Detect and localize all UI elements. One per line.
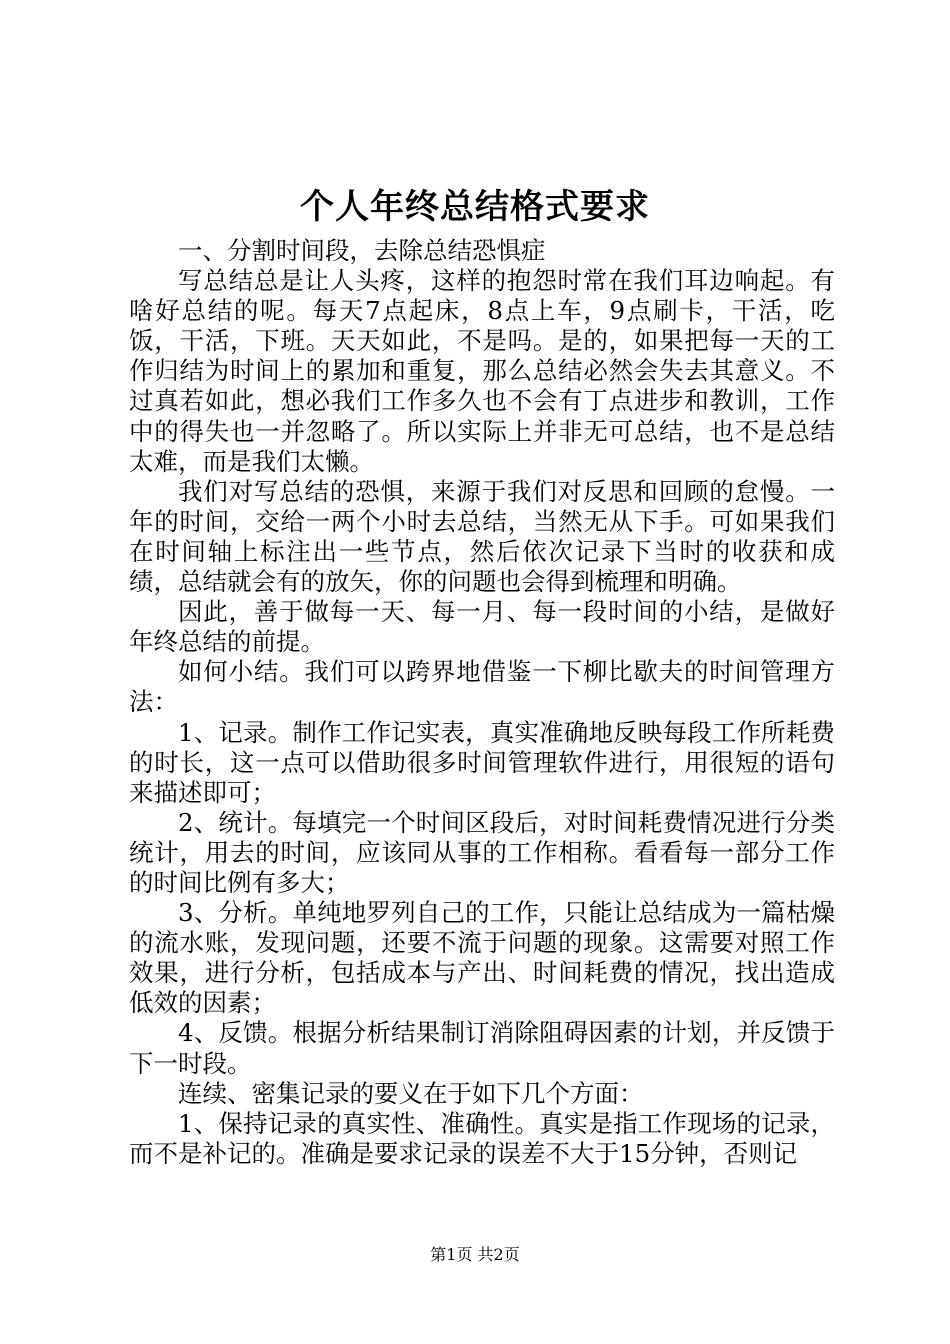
list-item: 3、分析。单纯地罗列自己的工作，只能让总结成为一篇枯燥的流水账，发现问题，还要不流于问题的现象。这需要对照工作效果，进行分析，包括成本与产出、时间耗费的情况，找出造成低效的因素； <box>129 898 835 1018</box>
paragraph: 连续、密集记录的要义在于如下几个方面： <box>178 1078 644 1108</box>
paragraph: 我们对写总结的恐惧，来源于我们对反思和回顾的怠慢。一年的时间，交给一两个小时去总结，当然无从下手。可如果我们在时间轴上标注出一些节点，然后依次记录下当时的收获和成绩，总结就会有的放矢，你的问题也会得到梳理和明确。 <box>129 476 835 597</box>
paragraph: 如何小结。我们可以跨界地借鉴一下柳比歇夫的时间管理方法： <box>129 657 835 717</box>
list-item: 1、记录。制作工作记实表，真实准确地反映每段工作所耗费的时长，这一点可以借助很多时间管理软件进行，用很短的语句来描述即可； <box>129 717 835 807</box>
page-number-footer: 第1页 共2页 <box>430 1245 520 1264</box>
list-item: 4、反馈。根据分析结果制订消除阻碍因素的计划，并反馈于下一时段。 <box>129 1018 835 1078</box>
list-item: 1、保持记录的真实性、准确性。真实是指工作现场的记录，而不是补记的。准确是要求记录的误差不大于15分钟，否则记 <box>129 1108 835 1168</box>
document-body <box>129 236 835 1169</box>
section-heading: 一、分割时间段，去除总结恐惧症 <box>178 236 546 265</box>
document-title: 个人年终总结格式要求 <box>300 187 650 227</box>
list-item: 2、统计。每填完一个时间区段后，对时间耗费情况进行分类统计，用去的时间，应该同从事的工作相称。看看每一部分工作的时间比例有多大； <box>129 807 835 897</box>
paragraph: 因此，善于做每一天、每一月、每一段时间的小结，是做好年终总结的前提。 <box>129 597 835 657</box>
paragraph: 写总结总是让人头疼，这样的抱怨时常在我们耳边响起。有啥好总结的呢。每天7点起床，8点上车，9点刷卡，干活，吃饭，干活，下班。天天如此，不是吗。是的，如果把每一天的工作归结为时间上的累加和重复，那么总结必然会失去其意义。不过真若如此，想必我们工作多久也不会有丁点进步和教训，工作中的得失也一并忽略了。所以实际上并非无可总结，也不是总结太难，而是我们太懒。 <box>129 266 835 476</box>
